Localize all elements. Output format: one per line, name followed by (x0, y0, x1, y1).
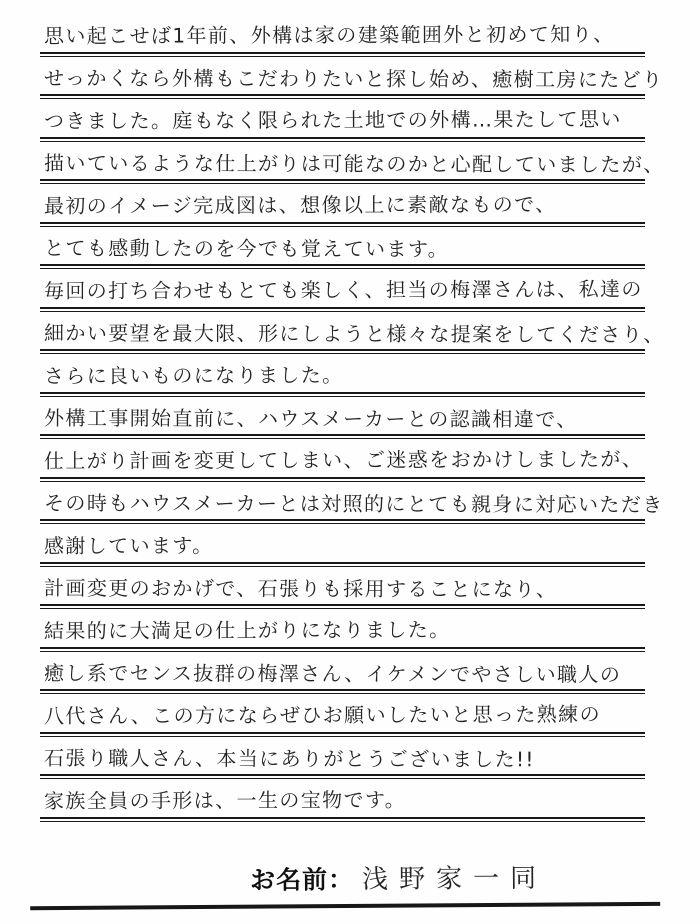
letter-line-text: 感謝しています。 (43, 532, 214, 558)
letter-line-text: 描いているような仕上がりは可能なのかと心配していましたが、 (44, 151, 665, 177)
letter-line-text: 家族全員の手形は、一生の宝物です。 (43, 787, 407, 813)
letter-line-text: 石張り職人さん、本当にありがとうございました!! (44, 746, 535, 772)
letter-line (0, 482, 700, 525)
letter-line (0, 397, 700, 440)
signature-row (0, 846, 700, 911)
letter-line (0, 609, 700, 652)
signature-name: 浅野家一同 (361, 863, 548, 895)
letter-line (0, 312, 700, 355)
name-label: お名前： (249, 864, 355, 895)
letter-line (0, 184, 700, 227)
letter-line-text: 結果的に大満足の仕上がりになりました。 (43, 617, 451, 643)
letter-line-text: とても感動したのを今でも覚えています。 (44, 236, 450, 262)
letter-line (0, 779, 700, 822)
letter-line (0, 99, 700, 142)
letter-line (0, 439, 700, 482)
letter-line (0, 14, 700, 57)
letter-body (0, 14, 700, 822)
letter-line-text: 毎回の打ち合わせもとても楽しく、担当の梅澤さんは、私達の (43, 276, 643, 303)
letter-line-text: 計画変更のおかげで、石張りも採用することになり、 (44, 576, 558, 602)
letter-line (0, 354, 700, 397)
letter-line-text: 癒し系でセンス抜群の梅澤さん、イケメンでやさしい職人の (44, 661, 622, 687)
letter-line (0, 694, 700, 737)
letter-line-text: 思い起こせば1年前、外構は家の建築範囲外と初めて知り、 (43, 21, 615, 48)
letter-line-text: 細かい要望を最大限、形にしようと様々な提案をしてくださり、 (44, 321, 665, 347)
letter-line-text: さらに良いものになりました。 (43, 362, 344, 388)
letter-line (0, 142, 700, 185)
letter-line (0, 227, 700, 270)
letter-line-text: せっかくなら外構もこだわりたいと探し始め、癒樹工房にたどり (44, 66, 664, 92)
letter-line-text: 最初のイメージ完成図は、想像以上に素敵なもので、 (43, 191, 557, 218)
letter-line-text: 外構工事開始直前に、ハウスメーカーとの認識相違で、 (44, 406, 578, 432)
letter-line-text: 八代さん、この方にならぜひお願いしたいと思った熟練の (43, 701, 601, 728)
letter-line-text: つきました。庭もなく限られた土地での外構…果たして思い (43, 106, 622, 133)
letter-line (0, 652, 700, 695)
letter-line-text: 仕上がり計画を変更してしまい、ご迷惑をおかけしましたが、 (43, 446, 644, 473)
letter-line (0, 567, 700, 610)
letter-line (0, 57, 700, 100)
letter-line-text: その時もハウスメーカーとは対照的にとても親身に対応いただき (44, 491, 664, 517)
letter-line (0, 269, 700, 312)
letter-line (0, 737, 700, 780)
letter-line (0, 524, 700, 567)
